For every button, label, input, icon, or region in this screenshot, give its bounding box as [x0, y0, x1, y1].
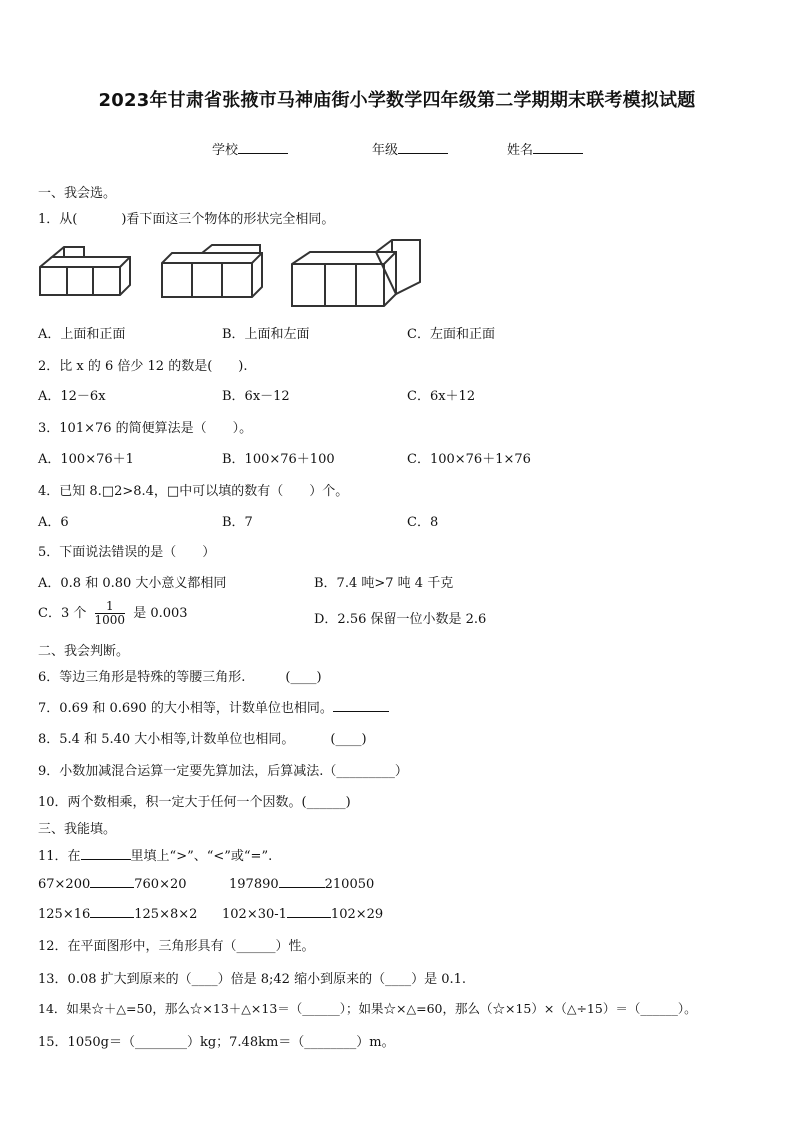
q4-option-c[interactable]: C．8 [407, 515, 439, 530]
q3-option-a[interactable]: A．100×76＋1 [38, 452, 134, 467]
question-9: 9．小数加减混合运算一定要先算加法，后算减法.（_________） [38, 764, 408, 779]
question-5: 5．下面说法错误的是（ ） [38, 545, 216, 560]
q5-c-pre: C．3 个 [38, 606, 87, 621]
q1-figure-3 [288, 238, 424, 310]
section-1-heading: 一、我会选。 [38, 186, 117, 201]
question-1 [38, 208, 334, 227]
q11-row-1a [38, 875, 187, 892]
q11-r1a-blank[interactable] [90, 875, 134, 888]
q11-r1b-right: 210050 [324, 877, 375, 892]
q6-text: 6．等边三角形是特殊的等腰三角形. [38, 670, 246, 685]
q2-option-a[interactable]: A．12－6x [38, 389, 106, 404]
q1-option-b[interactable]: B．上面和左面 [222, 327, 310, 342]
q11-r2a-blank[interactable] [90, 905, 134, 918]
q11-sample-blank [81, 847, 131, 860]
grade-label: 年级 [372, 143, 399, 158]
q4-option-a[interactable]: A．6 [38, 515, 69, 530]
section-3-heading: 三、我能填。 [38, 822, 117, 837]
q1-text-pre: 1．从( [38, 212, 78, 227]
q8-answer-blank[interactable]: (____) [330, 732, 367, 747]
q1-option-c[interactable]: C．左面和正面 [407, 327, 495, 342]
question-13: 13．0.08 扩大到原来的（____）倍是 8;42 缩小到原来的（____）是 0.1. [38, 972, 467, 987]
question-2: 2．比 x 的 6 倍少 12 的数是( ). [38, 359, 248, 374]
question-4: 4．已知 8.□2>8.4，□中可以填的数有（ ）个。 [38, 484, 349, 499]
q11-r1b-blank[interactable] [279, 875, 325, 888]
q11-r2a-left: 125×16 [38, 907, 91, 922]
q5-option-c[interactable] [38, 600, 188, 627]
q3-option-b[interactable]: B．100×76＋100 [222, 452, 335, 467]
q2-option-b[interactable]: B．6x－12 [222, 389, 290, 404]
q1-figure-2 [158, 243, 266, 301]
question-14: 14．如果☆＋△=50，那么☆×13＋△×13＝（______）；如果☆×△=60，那么（☆×15）×（△÷15）＝（______）。 [38, 1001, 697, 1016]
q11-r1a-right: 760×20 [134, 877, 187, 892]
q8-text: 8．5.4 和 5.40 大小相等,计数单位也相同。 [38, 732, 295, 747]
q2-option-c[interactable]: C．6x＋12 [407, 389, 476, 404]
grade-blank[interactable] [398, 139, 448, 154]
q11-r2b-right: 102×29 [330, 907, 384, 922]
q11-r2b-blank[interactable] [287, 905, 331, 918]
grade-field [372, 139, 448, 158]
question-11 [38, 845, 272, 864]
question-6 [38, 666, 322, 685]
q5-c-post: 是 0.003 [133, 606, 188, 621]
q11-text-post: 里填上“>”、“<”或“=”. [130, 849, 273, 864]
q11-row-2b [222, 905, 383, 922]
question-3: 3．101×76 的简便算法是（ ）。 [38, 421, 253, 436]
name-blank[interactable] [533, 139, 583, 154]
q11-r2b-left: 102×30-1 [222, 907, 287, 922]
q1-option-a[interactable]: A．上面和正面 [38, 327, 126, 342]
q4-option-b[interactable]: B．7 [222, 515, 253, 530]
school-label: 学校 [212, 143, 239, 158]
q11-row-1b [229, 875, 374, 892]
q7-text: 7．0.69 和 0.690 的大小相等，计数单位也相同。 [38, 701, 333, 716]
q7-answer-blank[interactable] [333, 699, 389, 712]
q3-option-c[interactable]: C．100×76＋1×76 [407, 452, 531, 467]
section-2-heading: 二、我会判断。 [38, 644, 130, 659]
school-field [212, 139, 288, 158]
q11-r1b-left: 197890 [229, 877, 279, 892]
question-12: 12．在平面图形中，三角形具有（______）性。 [38, 939, 315, 954]
q11-r1a-left: 67×200 [38, 877, 91, 892]
page-title: 2023年甘肃省张掖市马神庙街小学数学四年级第二学期期末联考模拟试题 [98, 90, 696, 111]
question-10: 10．两个数相乘，积一定大于任何一个因数。(______) [38, 795, 351, 810]
q11-r2a-right: 125×8×2 [134, 907, 198, 922]
q11-text-pre: 11．在 [38, 849, 81, 864]
q5-option-d[interactable]: D．2.56 保留一位小数是 2.6 [314, 612, 487, 627]
school-blank[interactable] [238, 139, 288, 154]
q1-text-post: )看下面这三个物体的形状完全相同。 [121, 212, 335, 227]
q11-row-2a [38, 905, 197, 922]
q5-option-b[interactable]: B．7.4 吨>7 吨 4 千克 [314, 576, 454, 591]
q6-answer-blank[interactable]: (____) [285, 670, 322, 685]
name-label: 姓名 [507, 143, 534, 158]
question-8 [38, 728, 367, 747]
question-15: 15．1050g＝（________）kg；7.48km＝（________）m。 [38, 1035, 395, 1050]
fraction-numerator: 1 [95, 600, 126, 614]
q5-option-a[interactable]: A．0.8 和 0.80 大小意义都相同 [38, 576, 227, 591]
fraction-denominator: 1000 [94, 613, 126, 627]
q1-figure-1 [36, 243, 132, 301]
question-7 [38, 697, 389, 716]
q5-c-fraction [95, 600, 126, 627]
name-field [507, 139, 583, 158]
